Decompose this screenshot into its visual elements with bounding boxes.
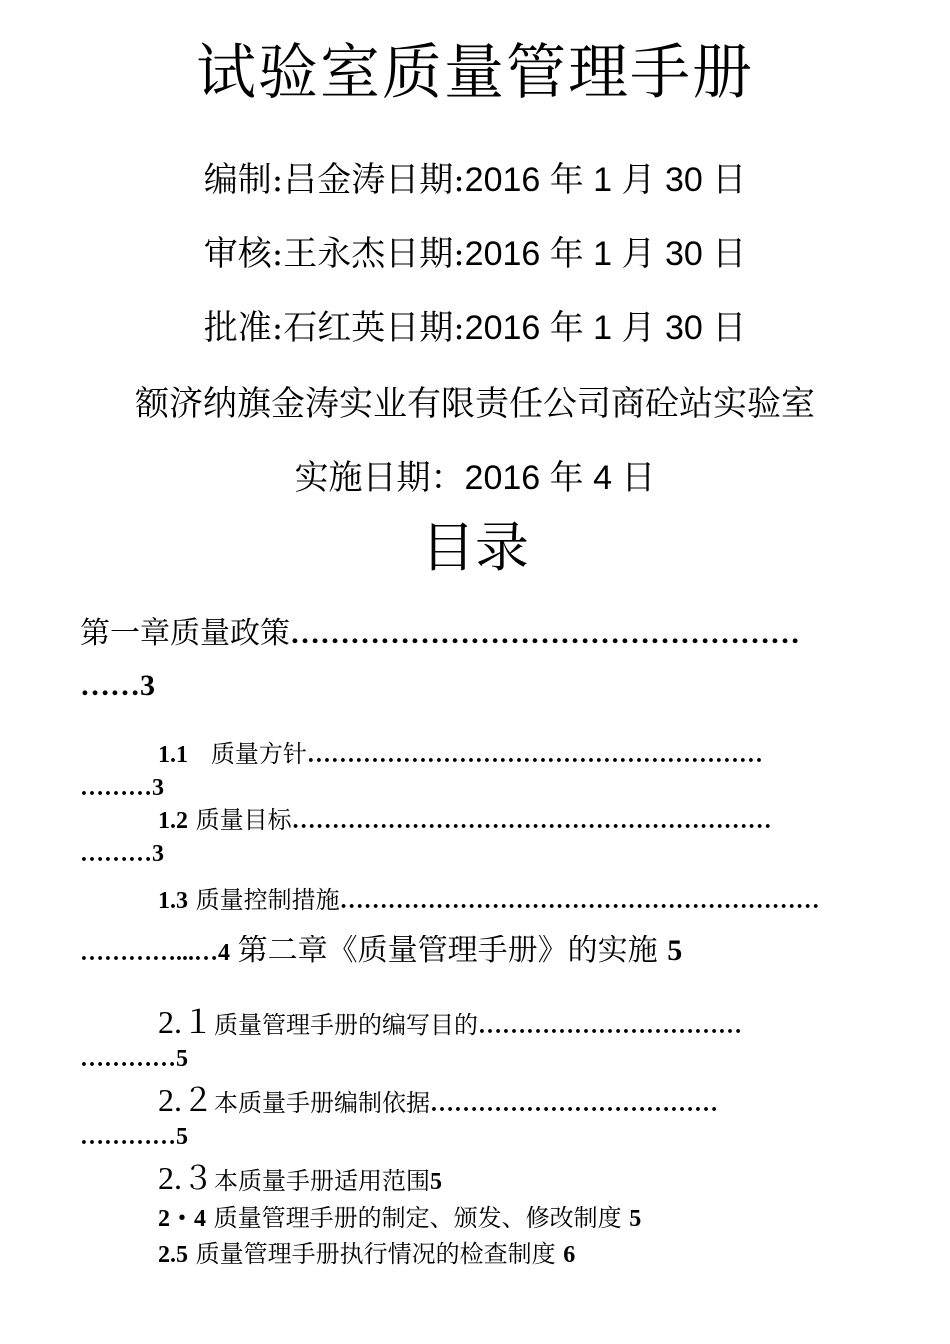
- toc-page-number: 5: [629, 1206, 642, 1232]
- toc-page-number: 6: [563, 1242, 576, 1268]
- toc-title: 目录: [421, 516, 529, 579]
- meta-label: 批准:石红英日期:: [203, 308, 465, 348]
- toc-leader-dots: ………: [80, 775, 152, 801]
- effective-date: 2016 年 4 日: [464, 459, 656, 497]
- toc-entry-number: 2.２: [158, 1084, 215, 1118]
- meta-date: 2016 年 1 月 30 日: [464, 309, 747, 347]
- toc-page-number: 5: [176, 1046, 188, 1072]
- toc-entry-number: 2・4: [158, 1206, 206, 1232]
- toc-entry-number: 1.1: [158, 742, 188, 768]
- toc-page-number: 5: [667, 935, 683, 967]
- toc-leader-dots: ………: [80, 841, 152, 867]
- toc-entry-number: 2.１: [158, 1006, 215, 1040]
- toc-entry-title: 质量控制措施: [195, 886, 340, 914]
- toc-leader-dots: ………………………………: [430, 1091, 719, 1117]
- toc-entry-2-3[interactable]: [80, 1162, 870, 1198]
- toc-page-number: 4: [218, 940, 230, 966]
- toc-entry-title: 第一章质量政策: [80, 616, 290, 651]
- document-title: 试验室质量管理手册: [196, 38, 754, 108]
- toc-entry-1-3[interactable]: [80, 884, 870, 969]
- meta-label: 编制:吕金涛日期:: [203, 160, 465, 200]
- meta-date: 2016 年 1 月 30 日: [464, 235, 747, 273]
- toc-entry-title: 质量管理手册执行情况的检查制度: [195, 1240, 556, 1268]
- toc-leader-dots: ……………………………: [478, 1013, 743, 1039]
- toc-entry-title: 本质量手册编制依据: [214, 1089, 431, 1117]
- meta-date: 2016 年 1 月 30 日: [464, 161, 747, 199]
- toc-entry-number: 1.3: [158, 888, 188, 914]
- toc-leader-dots: …………………………………………………: [306, 742, 763, 768]
- toc-entry-2-4[interactable]: [80, 1202, 870, 1235]
- toc-leader-dots: ……………………………………………………: [339, 888, 820, 914]
- toc-leader-dots: …………: [80, 1046, 176, 1072]
- toc-page-number: 5: [430, 1169, 443, 1195]
- toc-entry-number: 1.2: [158, 808, 188, 834]
- toc-entry-title: 质量方针: [210, 740, 307, 768]
- toc-entry-chapter-1[interactable]: [80, 614, 870, 706]
- toc-leader-dots: ……………………………………………: [290, 617, 800, 650]
- company-name: 额济纳旗金涛实业有限责任公司商砼站实验室: [135, 384, 815, 424]
- toc-entry-title: 质量管理手册的编写目的: [214, 1011, 479, 1039]
- toc-entry-number: 2.３: [158, 1162, 215, 1196]
- toc-entry-title: 质量目标: [195, 806, 292, 834]
- toc-leader-dots: ……………………………………………………: [291, 808, 772, 834]
- toc-leader-dots: …………...…: [80, 940, 218, 966]
- toc-entry-title: 第二章《质量管理手册》的实施: [237, 935, 658, 968]
- toc-entry-2-2[interactable]: [80, 1084, 870, 1153]
- meta-line-compiled: [0, 158, 950, 202]
- effective-date-line: [0, 456, 950, 500]
- toc-page-number: 3: [152, 775, 164, 801]
- meta-line-reviewed: [0, 232, 950, 276]
- meta-line-approved: [0, 306, 950, 350]
- toc-entry-1-1[interactable]: [80, 738, 870, 804]
- toc-entry-1-2[interactable]: [80, 804, 870, 870]
- toc-page-number: 3: [152, 841, 164, 867]
- toc-entry-chapter-2[interactable]: [238, 935, 683, 968]
- toc-leader-dots: …………: [80, 1124, 176, 1150]
- toc-entry-2-1[interactable]: [80, 1006, 870, 1075]
- toc-leader-dots: ……: [80, 669, 140, 702]
- toc-page-number: 5: [176, 1124, 188, 1150]
- toc-entry-title: 本质量手册适用范围: [214, 1167, 431, 1195]
- effective-label: 实施日期：: [294, 458, 465, 498]
- meta-label: 审核:王永杰日期:: [203, 234, 465, 274]
- toc-entry-title: 质量管理手册的制定、颁发、修改制度: [213, 1204, 622, 1232]
- toc-entry-number: 2.5: [158, 1242, 188, 1268]
- toc-page-number: 3: [140, 669, 155, 702]
- toc-entry-2-5[interactable]: [80, 1238, 870, 1271]
